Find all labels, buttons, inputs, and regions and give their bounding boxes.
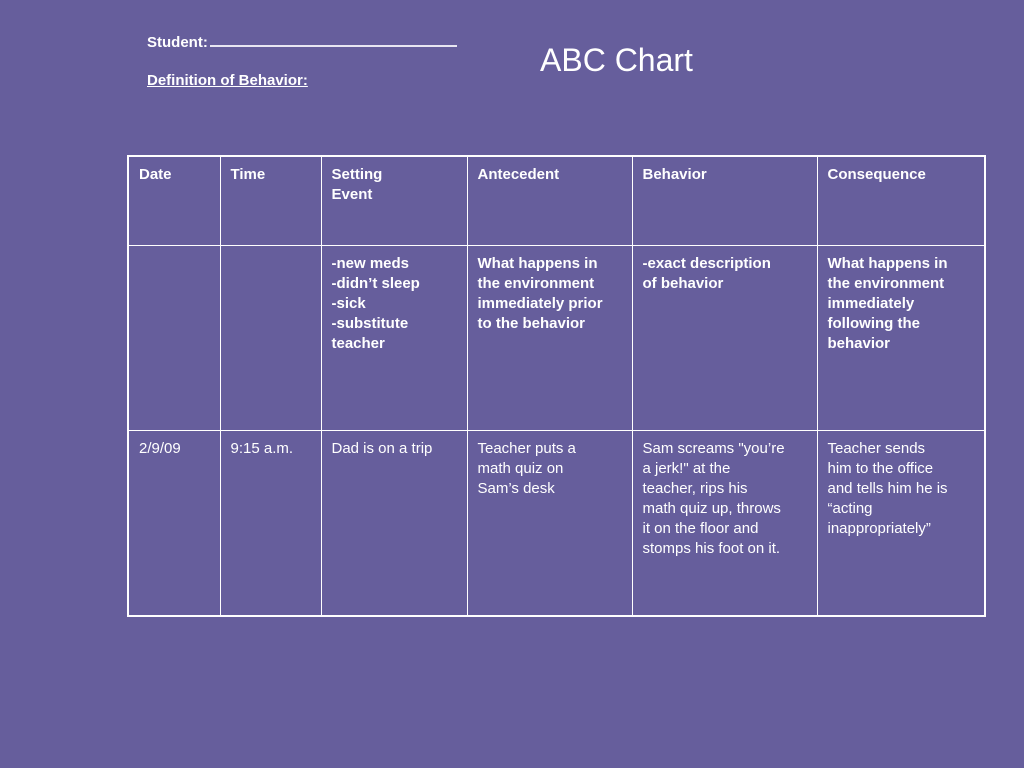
table-row [128,431,985,617]
entry-cell-time: 9:15 a.m. [220,431,321,617]
table-header-row [128,156,985,246]
column-header-antecedent: Antecedent [467,156,632,246]
entry-cell-setting-event: Dad is on a trip [321,431,467,617]
abc-chart-table [127,155,986,617]
guide-cell-setting-event: -new meds -didn’t sleep -sick -substitute teacher [321,246,467,431]
definition-of-behavior-label: Definition of Behavior: [147,72,308,89]
column-header-date: Date [128,156,220,246]
student-label: Student: [147,34,208,51]
guide-cell-antecedent: What happens in the environment immediately prior to the behavior [467,246,632,431]
table-row [128,246,985,431]
student-field [147,31,457,51]
entry-cell-antecedent: Teacher puts a math quiz on Sam’s desk [467,431,632,617]
student-blank-line [210,31,457,47]
column-header-consequence: Consequence [817,156,985,246]
guide-cell-date [128,246,220,431]
guide-cell-consequence: What happens in the environment immediately following the behavior [817,246,985,431]
entry-cell-behavior: Sam screams "you’re a jerk!" at the teacher, rips his math quiz up, throws it on the floor and stomps his foot on it. [632,431,817,617]
column-header-setting-event: Setting Event [321,156,467,246]
entry-cell-date: 2/9/09 [128,431,220,617]
guide-cell-time [220,246,321,431]
column-header-behavior: Behavior [632,156,817,246]
column-header-time: Time [220,156,321,246]
guide-cell-behavior: -exact description of behavior [632,246,817,431]
page-title: ABC Chart [540,42,693,78]
entry-cell-consequence: Teacher sends him to the office and tells him he is “acting inappropriately” [817,431,985,617]
